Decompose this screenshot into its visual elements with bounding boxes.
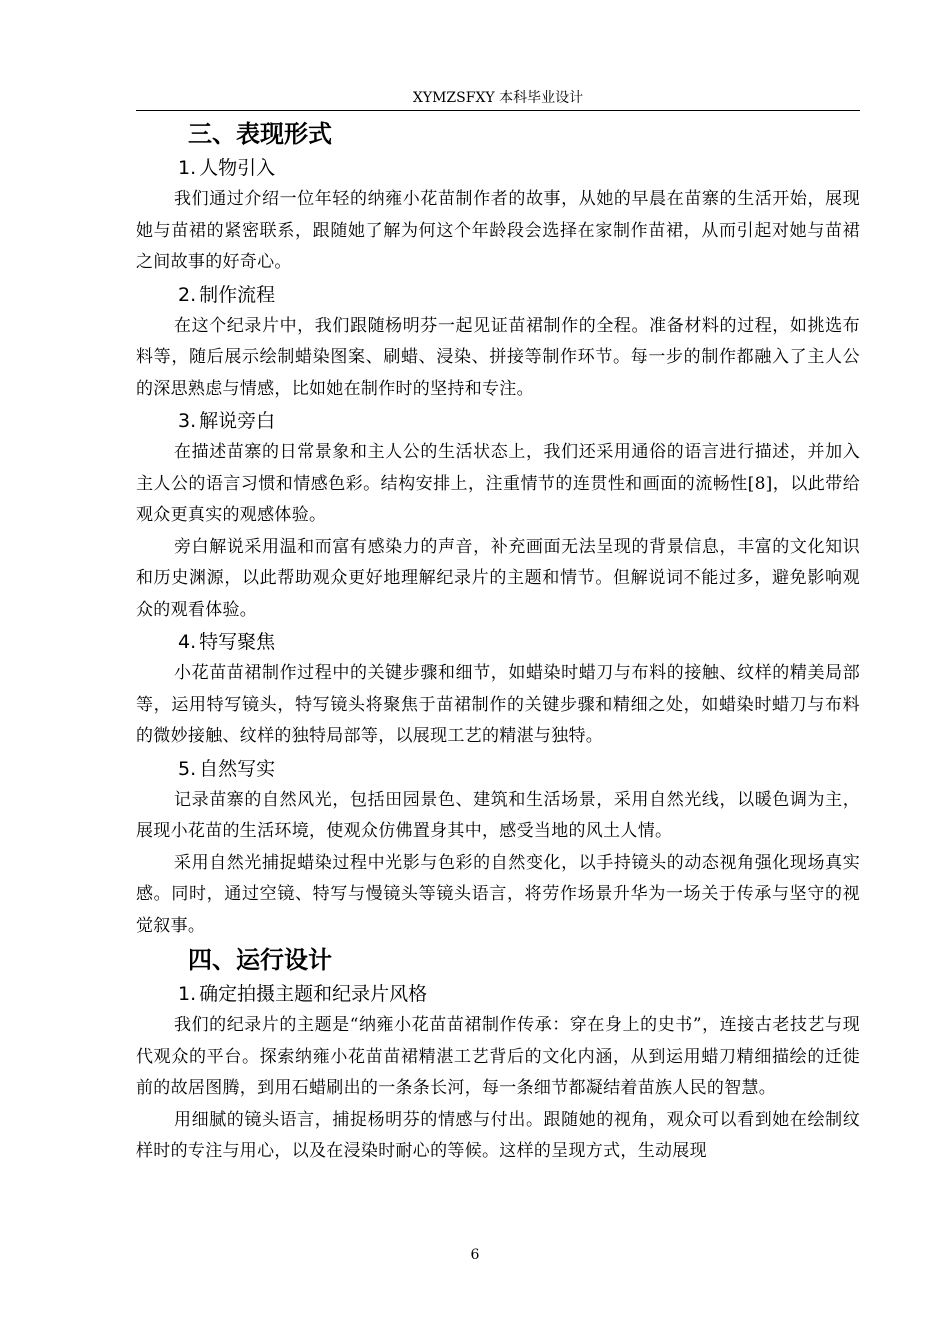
subsection-number: 5. [178,757,197,780]
subsection-heading [178,626,860,658]
paragraph: 记录苗寨的自然风光，包括田园景色、建筑和生活场景，采用自然光线，以暖色调为主，展现小花苗的生活环境，使观众仿佛置身其中，感受当地的风土人情。 [136,789,860,841]
paragraph: 旁白解说采用温和而富有感染力的声音，补充画面无法呈现的背景信息，丰富的文化知识和历史渊源，以此帮助观众更好地理解纪录片的主题和情节。但解说词不能过多，避免影响观众的观看体验。 [136,536,860,620]
header-rule [136,110,860,111]
subsection-title: 确定拍摄主题和纪录片风格 [199,983,428,1005]
document-body [136,116,860,1168]
paragraph: 我们的纪录片的主题是“纳雍小花苗苗裙制作传承：穿在身上的史书”，连接古老技艺与现代观众的平台。探索纳雍小花苗苗裙精湛工艺背后的文化内涵，从到运用蜡刀精细描绘的迁徙前的故居图腾，到用石蜡刷出的一条条长河，每一条细节都凝结着苗族人民的智慧。 [136,1015,860,1098]
subsection-number: 3. [178,410,197,432]
subsection-number: 1. [178,983,197,1005]
paragraph: 我们通过介绍一位年轻的纳雍小花苗制作者的故事，从她的早晨在苗寨的生活开始，展现她与苗裙的紧密联系，跟随她了解为何这个年龄段会选择在家制作苗裙，从而引起对她与苗裙之间故事的好奇心。 [136,189,860,272]
subsection-title: 自然写实 [199,757,276,780]
subsection-number: 2. [178,283,197,306]
paragraph: 在这个纪录片中，我们跟随杨明芬一起见证苗裙制作的全程。准备材料的过程，如挑选布料等，随后展示绘制蜡染图案、刷蜡、浸染、拼接等制作环节。每一步的制作都融入了主人公的深思熟虑与情感，比如她在制作时的坚持和专注。 [136,315,860,399]
subsection-title: 制作流程 [199,283,276,306]
subsection-title: 特写聚焦 [199,631,276,653]
paragraph: 在描述苗寨的日常景象和主人公的生活状态上，我们还采用通俗的语言进行描述，并加入主人公的语言习惯和情感色彩。结构安排上，注重情节的连贯性和画面的流畅性[8]，以此带给观众更真实的观感体验。 [136,442,860,525]
subsection-title: 解说旁白 [199,410,276,432]
paragraph: 采用自然光捕捉蜡染过程中光影与色彩的自然变化，以手持镜头的动态视角强化现场真实感。同时，通过空镜、特写与慢镜头等镜头语言，将劳作场景升华为一场关于传承与坚守的视觉叙事。 [136,852,860,936]
page-header: XYMZSFXY 本科毕业设计 [412,90,584,106]
section-heading: 三、表现形式 [188,120,332,148]
subsection-heading [178,279,860,311]
paragraph: 用细腻的镜头语言，捕捉杨明芬的情感与付出。跟随她的视角，观众可以看到她在绘制纹样时的专注与用心，以及在浸染时耐心的等候。这样的呈现方式，生动展现 [136,1109,860,1161]
subsection-heading [178,152,860,184]
subsection-heading [178,978,860,1010]
subsection-title: 人物引入 [199,157,276,179]
page-number: 6 [470,1247,480,1263]
section-heading: 四、运行设计 [188,946,332,974]
subsection-number: 1. [178,157,197,179]
subsection-number: 4. [178,631,197,653]
paragraph: 小花苗苗裙制作过程中的关键步骤和细节，如蜡染时蜡刀与布料的接触、纹样的精美局部等，运用特写镜头，特写镜头将聚焦于苗裙制作的关键步骤和精细之处，如蜡染时蜡刀与布料的微妙接触、纹样的独特局部等，以展现工艺的精湛与独特。 [136,663,860,746]
subsection-heading [178,753,860,785]
subsection-heading [178,405,860,437]
